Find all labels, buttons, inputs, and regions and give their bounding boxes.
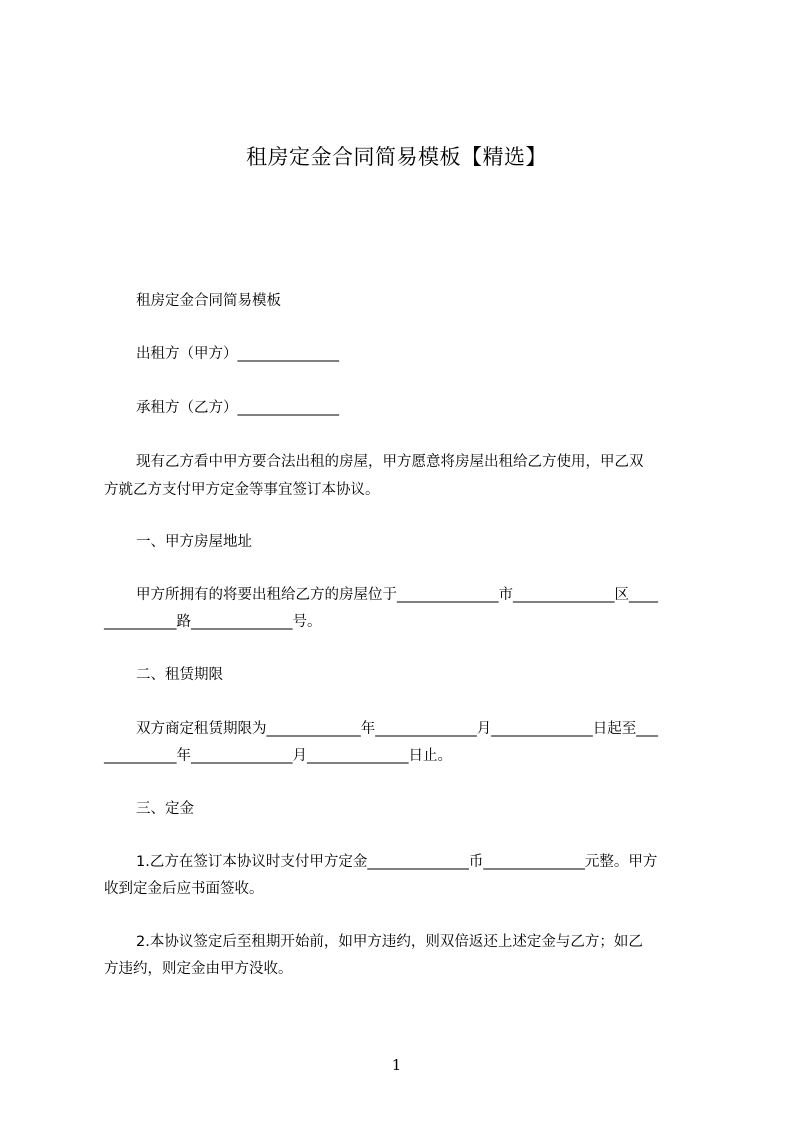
page-number: 1 xyxy=(391,1056,402,1074)
address-line-1: 甲方所拥有的将要出租给乙方的房屋位于______________市______________区____ xyxy=(136,587,658,603)
deposit-clause-2-line-2: 方违约，则定金由甲方没收。 xyxy=(104,961,293,977)
term-line-1: 双方商定租赁期限为_____________年______________月______________日起至___ xyxy=(136,721,658,737)
deposit-clause-1-line-2: 收到定金后应书面签收。 xyxy=(104,881,264,897)
section-1-heading: 一、甲方房屋地址 xyxy=(136,534,252,550)
deposit-clause-2-line-1: 2.本协议签定后至租期开始前，如甲方违约，则双倍返还上述定金与乙方；如乙 xyxy=(136,934,643,950)
term-line-2: __________年______________月______________日止。 xyxy=(104,748,452,764)
lessee-line: 承租方（乙方）______________ xyxy=(136,400,339,416)
lessor-line: 出租方（甲方）______________ xyxy=(136,346,339,362)
section-3-heading: 三、定金 xyxy=(136,801,194,817)
document-title: 租房定金合同简易模板【精选】 xyxy=(246,145,547,169)
address-line-2: __________路______________号。 xyxy=(104,614,322,630)
section-2-heading: 二、租赁期限 xyxy=(136,667,223,683)
intro-line-2: 方就乙方支付甲方定金等事宜签订本协议。 xyxy=(104,482,380,498)
deposit-clause-1-line-1: 1.乙方在签订本协议时支付甲方定金______________币______________元整。甲方 xyxy=(136,854,658,870)
subtitle-line: 租房定金合同简易模板 xyxy=(136,293,281,309)
intro-line-1: 现有乙方看中甲方要合法出租的房屋，甲方愿意将房屋出租给乙方使用，甲乙双 xyxy=(136,454,644,470)
